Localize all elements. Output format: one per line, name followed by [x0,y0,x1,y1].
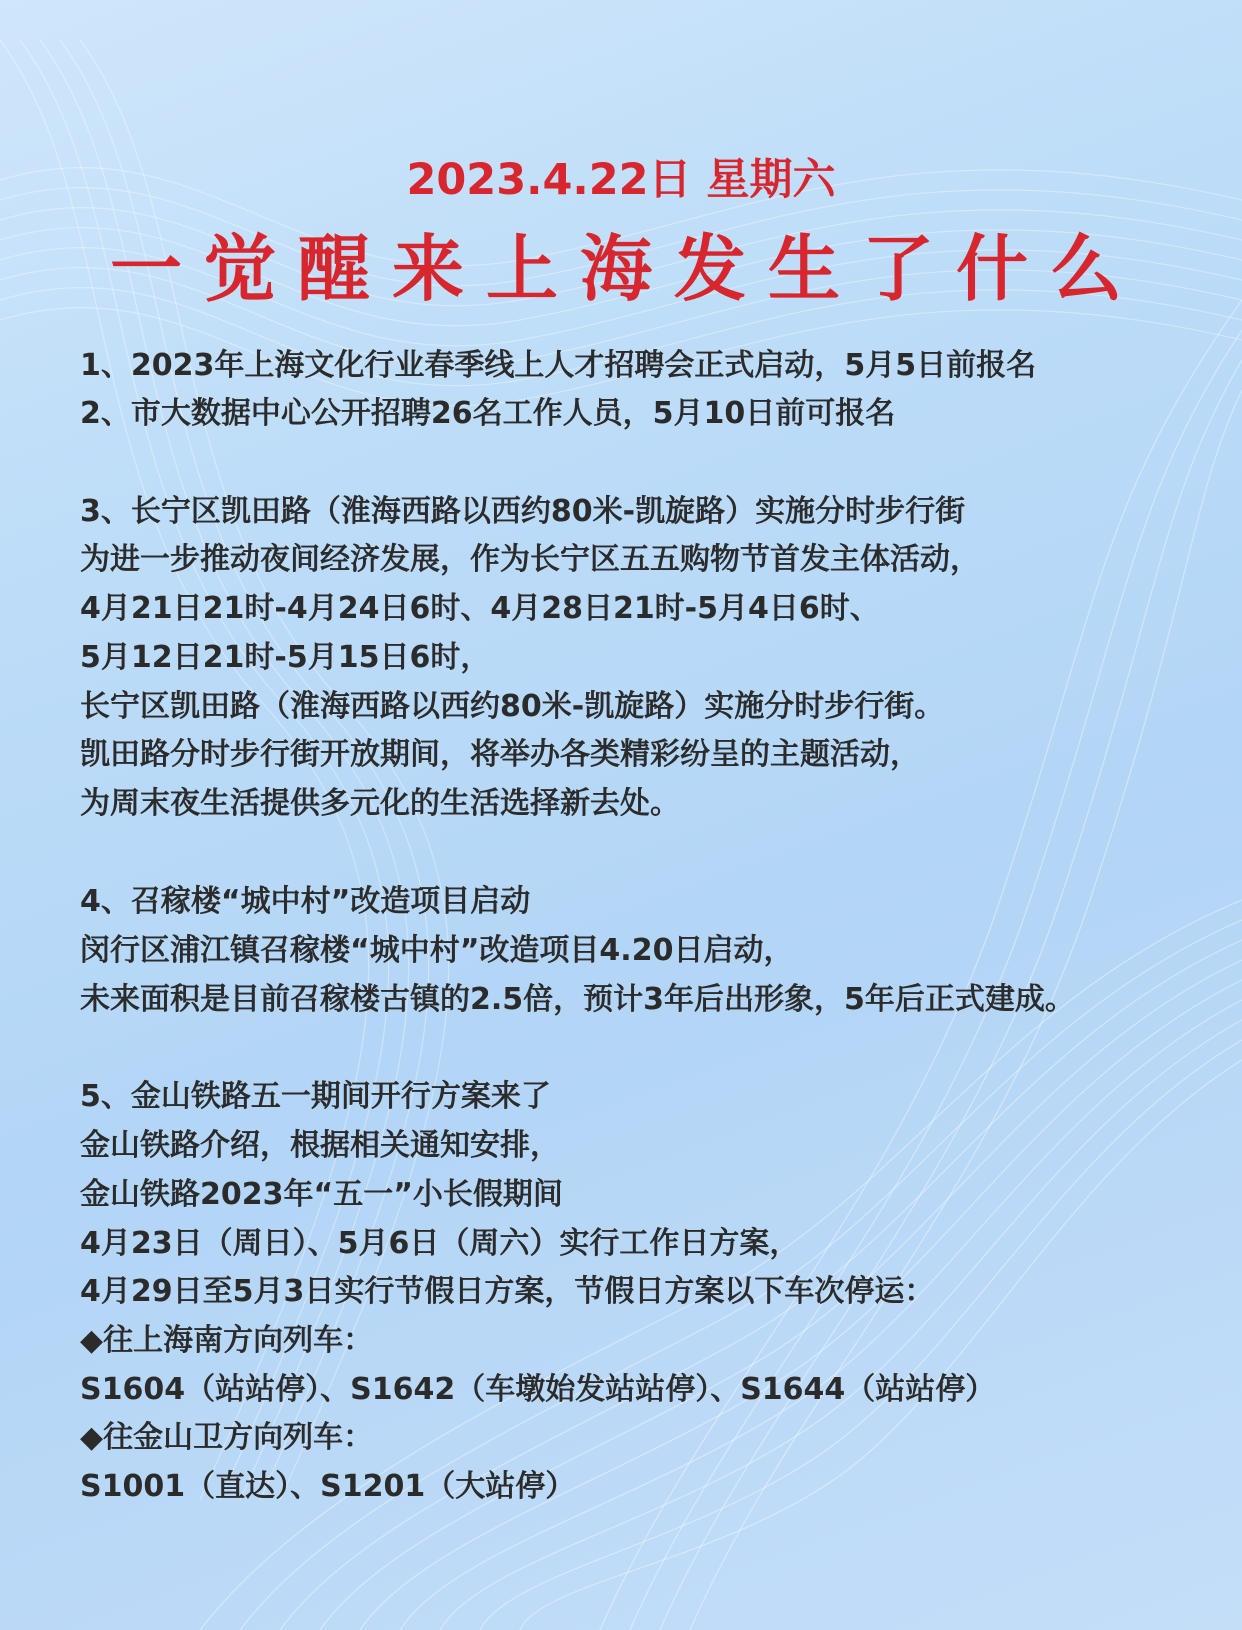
item-3-line-5: 长宁区凯田路（淮海西路以西约80米-凯旋路）实施分时步行街。 [80,689,945,724]
item-5-line-7: S1604（站站停）、S1642（车墩始发站站停）、S1644（站站停） [80,1372,996,1407]
item-4-line-3: 未来面积是目前召稼楼古镇的2.5倍，预计3年后出形象，5年后正式建成。 [80,982,1075,1017]
headline-title: 一觉醒来上海发生了什么 [110,227,1145,311]
item-5-line-2: 金山铁路介绍，根据相关通知安排， [80,1128,560,1163]
item-5-line-3: 金山铁路2023年“五一”小长假期间 [80,1177,563,1212]
item-1-line-1: 1、2023年上海文化行业春季线上人才招聘会正式启动，5月5日前报名 [80,348,1037,383]
item-3-line-2: 为进一步推动夜间经济发展，作为长宁区五五购物节首发主体活动， [80,542,980,577]
item-5-line-8: ◆往金山卫方向列车： [80,1420,374,1455]
item-3-line-7: 为周末夜生活提供多元化的生活选择新去处。 [80,786,680,821]
item-5-line-4: 4月23日（周日）、5月6日（周六）实行工作日方案， [80,1226,800,1261]
item-3-line-3: 4月21日21时-4月24日6时、4月28日21时-5月4日6时、 [80,591,880,626]
item-5-line-6: ◆往上海南方向列车： [80,1323,374,1358]
item-5-line-5: 4月29日至5月3日实行节假日方案，节假日方案以下车次停运： [80,1274,935,1309]
item-2-line-1: 2、市大数据中心公开招聘26名工作人员，5月10日前可报名 [80,396,896,431]
item-3-line-1: 3、长宁区凯田路（淮海西路以西约80米-凯旋路）实施分时步行街 [80,494,966,529]
date-heading: 2023.4.22日 星期六 [406,155,836,205]
item-3-line-4: 5月12日21时-5月15日6时， [80,640,491,675]
item-4-line-1: 4、召稼楼“城中村”改造项目启动 [80,884,531,919]
item-4-line-2: 闵行区浦江镇召稼楼“城中村”改造项目4.20日启动， [80,933,794,968]
item-3-line-6: 凯田路分时步行街开放期间，将举办各类精彩纷呈的主题活动， [80,737,920,772]
item-5-line-9: S1001（直达）、S1201（大站停） [80,1469,576,1504]
item-5-line-1: 5、金山铁路五一期间开行方案来了 [80,1079,551,1114]
